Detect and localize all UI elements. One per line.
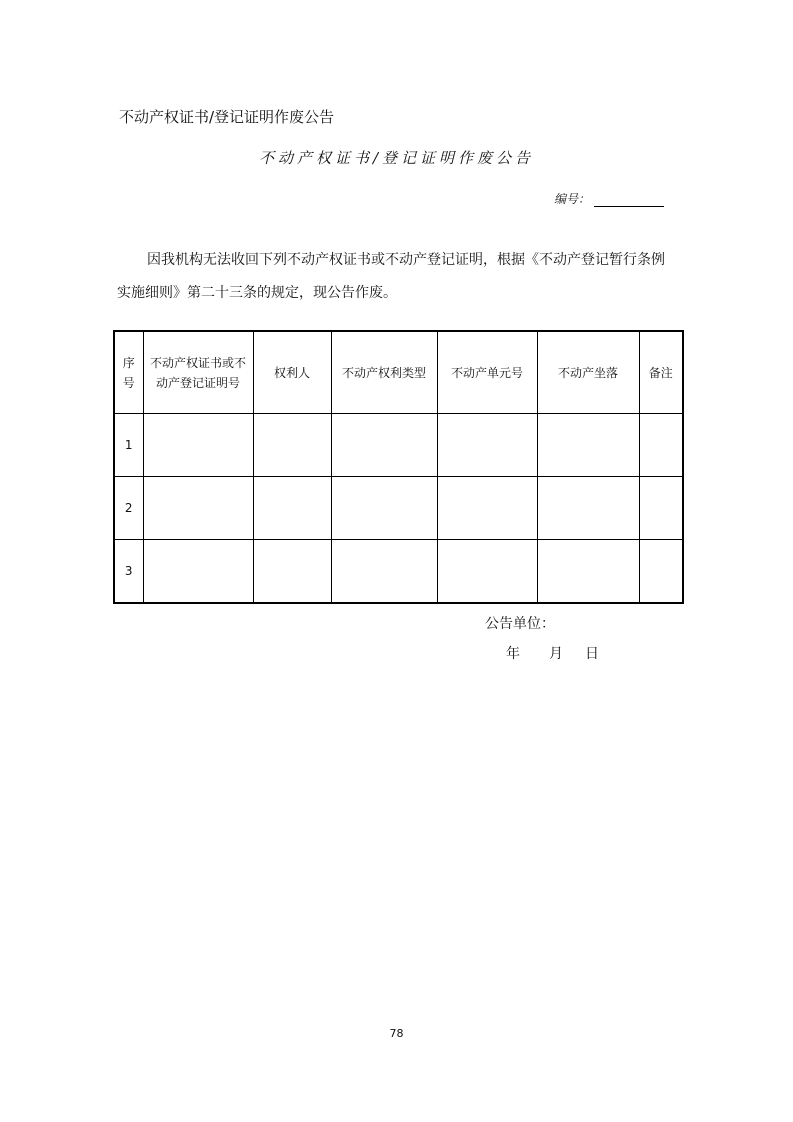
table-cell: 3 xyxy=(114,540,143,604)
header-cell: 不动产权证书或不动产登记证明号 xyxy=(143,331,253,414)
table-cell xyxy=(639,414,683,477)
table-cell xyxy=(331,477,437,540)
table-cell xyxy=(331,540,437,604)
day-label: 日 xyxy=(585,646,599,662)
table-cell xyxy=(143,540,253,604)
header-cell: 权利人 xyxy=(253,331,331,414)
table-cell xyxy=(253,540,331,604)
month-label: 月 xyxy=(549,646,563,662)
number-label: 编号： xyxy=(554,192,591,206)
table-cell xyxy=(537,414,639,477)
date-line xyxy=(506,643,599,663)
section-heading: 不动产权证书/登记证明作废公告 xyxy=(119,108,335,126)
announcement-body: 因我机构无法收回下列不动产权证书或不动产登记证明，根据《不动产登记暂行条例实施细则》第二十三条的规定，现公告作废。 xyxy=(117,252,665,301)
year-label: 年 xyxy=(506,646,520,662)
announcing-unit-label: 公告单位： xyxy=(485,616,555,632)
table-header-row xyxy=(114,331,683,414)
number-blank-line xyxy=(594,194,664,207)
table-cell xyxy=(437,414,537,477)
table-cell xyxy=(331,414,437,477)
header-cell: 不动产坐落 xyxy=(537,331,639,414)
void-certificate-table xyxy=(113,330,684,604)
table-cell xyxy=(639,540,683,604)
table-cell xyxy=(537,540,639,604)
table-row xyxy=(114,477,683,540)
number-field xyxy=(554,190,664,207)
header-cell: 序号 xyxy=(114,331,143,414)
table-cell xyxy=(253,414,331,477)
table-cell xyxy=(437,477,537,540)
table-cell xyxy=(537,477,639,540)
table-cell: 2 xyxy=(114,477,143,540)
table-cell xyxy=(253,477,331,540)
document-title: 不动产权证书/登记证明作废公告 xyxy=(258,149,535,167)
table-row xyxy=(114,414,683,477)
table-cell: 1 xyxy=(114,414,143,477)
header-cell: 不动产权利类型 xyxy=(331,331,437,414)
page-number: 78 xyxy=(389,1027,404,1040)
header-cell: 备注 xyxy=(639,331,683,414)
table-cell xyxy=(437,540,537,604)
header-cell: 不动产单元号 xyxy=(437,331,537,414)
table-cell xyxy=(143,477,253,540)
table-row xyxy=(114,540,683,604)
table-cell xyxy=(143,414,253,477)
table-cell xyxy=(639,477,683,540)
